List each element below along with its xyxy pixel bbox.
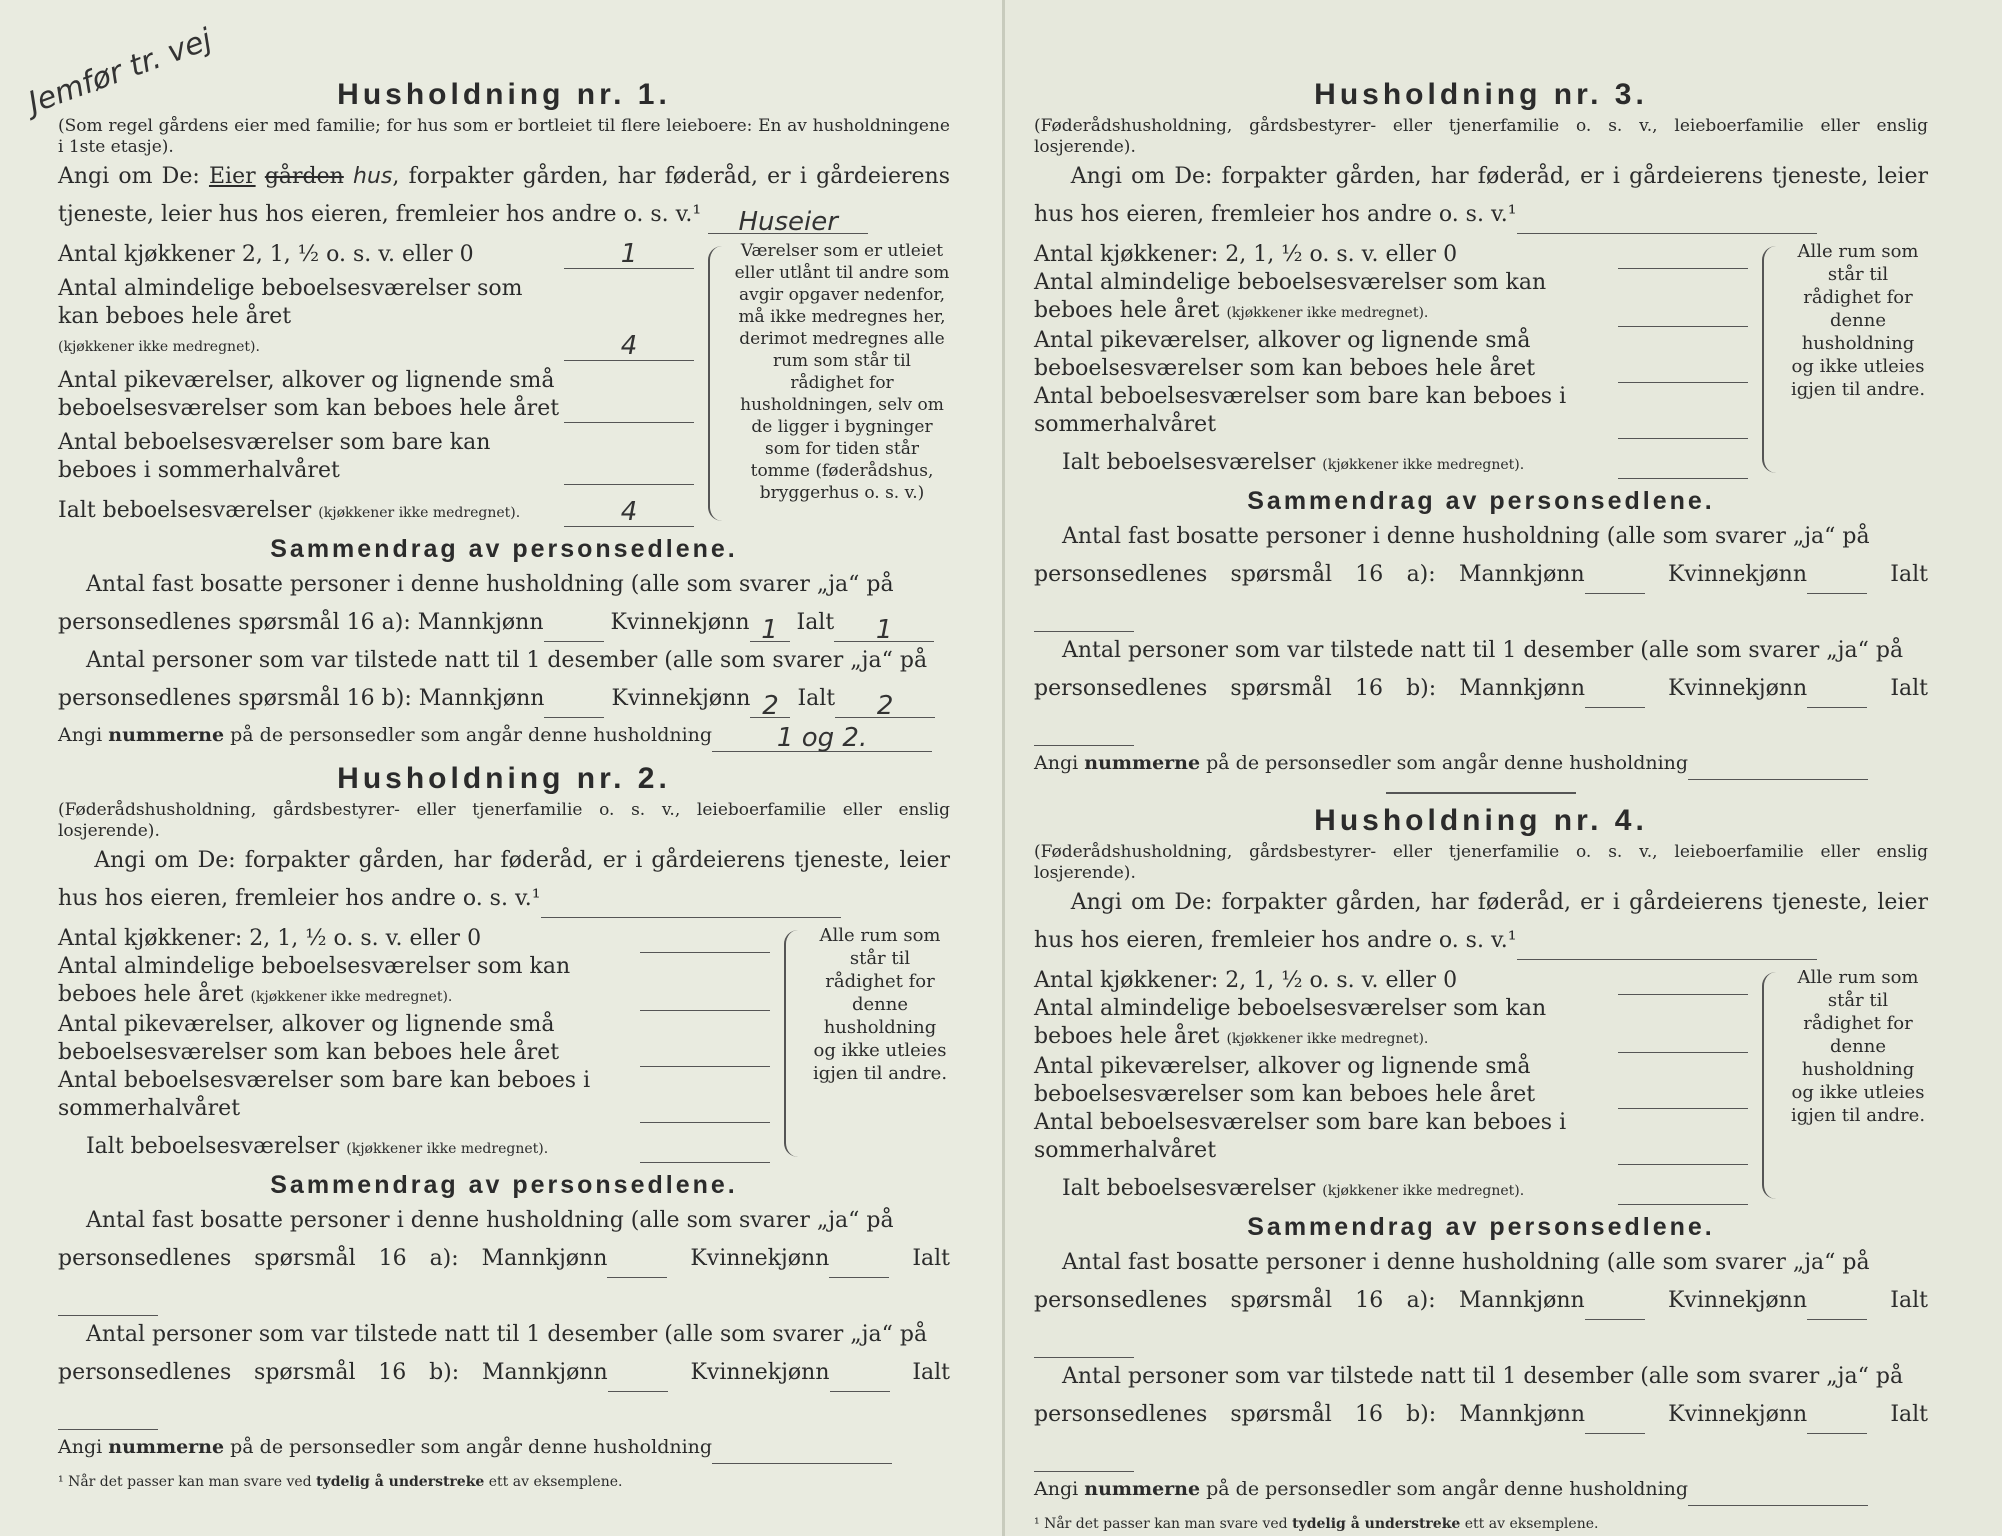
page-fold — [1002, 0, 1005, 1536]
household-1 — [58, 78, 950, 752]
household-1-sidenote: Værelser som er utleiet eller utlånt til andre som avgir opgaver nedenfor, må ikke medregnes her, derimot medregnes alle rum som står til rådighet for husholdningen, selv om de ligger i bygninger som for tiden står tomme (føderådshus, bryggerhus o. s. v.) — [734, 241, 950, 503]
angi-hus: hus — [353, 164, 393, 189]
angi-label: Angi om De: — [58, 164, 200, 189]
household-3-subtitle: (Føderådshusholdning, gårdsbestyrer- eller tjenerfamilie o. s. v., leieboerfamilie eller enslig losjerende). — [1034, 116, 1928, 157]
household-4-sidenote: Alle rum som står til rådighet for denne husholdning og ikke utleies igjen til andre. — [1790, 967, 1926, 1126]
household-2-angi: Angi om De: forpakter gården, har føderåd, er i gårdeierens tjeneste, leier hus hos eieren, fremleier hos andre o. s. v.¹ — [58, 842, 950, 918]
brace — [1762, 246, 1780, 473]
person-numbers: Angi nummerne på de personsedler som angår denne husholdning 1 og 2. — [58, 718, 950, 752]
summary-title: Sammendrag av personsedlene. — [1247, 1213, 1715, 1241]
household-1-title: Husholdning nr. 1. — [337, 78, 671, 111]
brace — [784, 930, 802, 1157]
kitchens-label: Antal kjøkkener 2, 1, ½ o. s. v. eller 0 — [58, 242, 474, 267]
household-1-rooms — [58, 240, 950, 527]
angi-rest: , forpakter gården, har føderåd, er i gårdeierens tjeneste, leier hus hos eieren, fremleier hos andre o. s. v.¹ — [58, 164, 950, 227]
footnote: ¹ Når det passer kan man svare ved tydelig å understreke ett av eksemplene. — [1034, 1516, 1599, 1532]
household-4-angi: Angi om De: forpakter gården, har føderåd, er i gårdeierens tjeneste, leier hus hos eieren, fremleier hos andre o. s. v.¹ — [1034, 884, 1928, 960]
household-3-title: Husholdning nr. 3. — [1314, 78, 1648, 111]
small-rooms-value — [564, 394, 694, 423]
angi-eier: Eier — [208, 164, 256, 189]
angi-garden: gården — [264, 164, 344, 189]
left-column — [58, 68, 950, 1490]
footnote: ¹ Når det passer kan man svare ved tydelig å understreke ett av eksemplene. — [58, 1474, 623, 1490]
household-2: Husholdning nr. 2. (Føderådshusholdning, gårdsbestyrer- eller tjenerfamilie o. s. v., leieboerfamilie eller enslig losjerende). Angi om De: forpakter gården, har føderåd, er i gårdeierens tjeneste, leier hus hos eieren, fremleier hos andre o. s. v.¹ Antal kjøkkener: 2, 1, ½ o. s. v. eller 0 Antal almindelige beboelsesværelser som kan beboes hele året (kjøkkener ikke medregnet). Antal pikeværelser, alkover og lignende små beboelsesværelser som kan beboes hele året Antal beboelsesværelser som bare kan beboes i sommerhalvåret Ialt beboelsesværelser (kjøkkener ikke medregnet). Alle rum som står til rådighet for denne husholdning og ikke utleies igjen til andre. Sammendrag av personsedlene. Antal fast bosatte personer i denne husholdning (alle som svarer „ja“ på personsedlenes spørsmål 16 a): Mannkjønn Kvinnekjønn Ialt Antal personer som var tilstede natt til 1 desember (alle som svarer „ja“ på personsedlenes spørsmål 16 b): Mannkjønn Kvinnekjønn Ialt Angi nummerne på de personsedler som angår denne husholdning ¹ Når det passer kan man svare ved tydelig å understreke ett av eksemplene. — [58, 762, 951, 1490]
household-3-rooms: Antal kjøkkener: 2, 1, ½ o. s. v. eller 0 Antal almindelige beboelsesværelser som kan beboes hele året (kjøkkener ikke medregnet). Antal pikeværelser, alkover og lignende små beboelsesværelser som kan beboes hele året Antal beboelsesværelser som bare kan beboes i sommerhalvåret Ialt beboelsesværelser (kjøkkener ikke medregnet). Alle rum som står til rådighet for denne husholdning og ikke utleies igjen til andre. — [1034, 240, 1928, 479]
household-4-rooms: Antal kjøkkener: 2, 1, ½ o. s. v. eller 0 Antal almindelige beboelsesværelser som kan beboes hele året (kjøkkener ikke medregnet). Antal pikeværelser, alkover og lignende små beboelsesværelser som kan beboes hele året Antal beboelsesværelser som bare kan beboes i sommerhalvåret Ialt beboelsesværelser (kjøkkener ikke medregnet). Alle rum som står til rådighet for denne husholdning og ikke utleies igjen til andre. — [1034, 966, 1928, 1205]
ordinary-rooms-value: 4 — [564, 332, 694, 361]
summary-title: Sammendrag av personsedlene. — [270, 535, 738, 563]
household-2-sidenote: Alle rum som står til rådighet for denne husholdning og ikke utleies igjen til andre. — [812, 925, 948, 1084]
household-3: Husholdning nr. 3. (Føderådshusholdning, gårdsbestyrer- eller tjenerfamilie o. s. v., leieboerfamilie eller enslig losjerende). Angi om De: forpakter gården, har føderåd, er i gårdeierens tjeneste, leier hus hos eieren, fremleier hos andre o. s. v.¹ Antal kjøkkener: 2, 1, ½ o. s. v. eller 0 Antal almindelige beboelsesværelser som kan beboes hele året (kjøkkener ikke medregnet). Antal pikeværelser, alkover og lignende små beboelsesværelser som kan beboes hele året Antal beboelsesværelser som bare kan beboes i sommerhalvåret Ialt beboelsesværelser (kjøkkener ikke medregnet). Alle rum som står til rådighet for denne husholdning og ikke utleies igjen til andre. Sammendrag av personsedlene. Antal fast bosatte personer i denne husholdning (alle som svarer „ja“ på personsedlenes spørsmål 16 a): Mannkjønn Kvinnekjønn Ialt Antal personer som var tilstede natt til 1 desember (alle som svarer „ja“ på personsedlenes spørsmål 16 b): Mannkjønn Kvinnekjønn Ialt Angi nummerne på de personsedler som angår denne husholdning — [1034, 78, 1928, 794]
ordinary-rooms-label: Antal almindelige beboelsesværelser som kan beboes hele året (kjøkkener ikke medregnet). — [58, 276, 523, 355]
kitchens-value: 1 — [564, 240, 694, 269]
household-2-subtitle: (Føderådshusholdning, gårdsbestyrer- eller tjenerfamilie o. s. v., leieboerfamilie eller enslig losjerende). — [58, 800, 950, 841]
angi-answer: Huseier — [708, 203, 868, 234]
household-4: Husholdning nr. 4. (Føderådshusholdning, gårdsbestyrer- eller tjenerfamilie o. s. v., leieboerfamilie eller enslig losjerende). Angi om De: forpakter gården, har føderåd, er i gårdeierens tjeneste, leier hus hos eieren, fremleier hos andre o. s. v.¹ Antal kjøkkener: 2, 1, ½ o. s. v. eller 0 Antal almindelige beboelsesværelser som kan beboes hele året (kjøkkener ikke medregnet). Antal pikeværelser, alkover og lignende små beboelsesværelser som kan beboes hele året Antal beboelsesværelser som bare kan beboes i sommerhalvåret Ialt beboelsesværelser (kjøkkener ikke medregnet). Alle rum som står til rådighet for denne husholdning og ikke utleies igjen til andre. Sammendrag av personsedlene. Antal fast bosatte personer i denne husholdning (alle som svarer „ja“ på personsedlenes spørsmål 16 a): Mannkjønn Kvinnekjønn Ialt Antal personer som var tilstede natt til 1 desember (alle som svarer „ja“ på personsedlenes spørsmål 16 b): Mannkjønn Kvinnekjønn Ialt Angi nummerne på de personsedler som angår denne husholdning ¹ Når det passer kan man svare ved tydelig å understreke ett av eksemplene. — [1034, 804, 1929, 1532]
summary-title: Sammendrag av personsedlene. — [1247, 487, 1715, 515]
summer-rooms-value — [564, 456, 694, 485]
q16a: Antal fast bosatte personer i denne husholdning (alle som svarer „ja“ på personsedlenes spørsmål 16 a): Mannkjønn Kvinnekjønn 1 Ialt 1 — [58, 566, 950, 642]
household-2-title: Husholdning nr. 2. — [337, 762, 671, 795]
household-3-sidenote: Alle rum som står til rådighet for denne husholdning og ikke utleies igjen til andre. — [1790, 241, 1926, 400]
household-2-rooms: Antal kjøkkener: 2, 1, ½ o. s. v. eller 0 Antal almindelige beboelsesværelser som kan beboes hele året (kjøkkener ikke medregnet). Antal pikeværelser, alkover og lignende små beboelsesværelser som kan beboes hele året Antal beboelsesværelser som bare kan beboes i sommerhalvåret Ialt beboelsesværelser (kjøkkener ikke medregnet). Alle rum som står til rådighet for denne husholdning og ikke utleies igjen til andre. — [58, 924, 950, 1163]
summer-rooms-label: Antal beboelsesværelser som bare kan beboes i sommerhalvåret — [58, 430, 491, 483]
separator — [1386, 792, 1576, 794]
household-1-subtitle: (Som regel gårdens eier med familie; for hus som er bortleiet til flere leieboere: En av husholdningene i 1ste etasje). — [58, 116, 950, 157]
right-column — [1034, 68, 1928, 1532]
household-3-angi: Angi om De: forpakter gården, har føderåd, er i gårdeierens tjeneste, leier hus hos eieren, fremleier hos andre o. s. v.¹ — [1034, 158, 1928, 234]
total-rooms-label: Ialt beboelsesværelser (kjøkkener ikke medregnet). — [58, 498, 521, 523]
household-1-angi — [58, 158, 950, 237]
household-4-title: Husholdning nr. 4. — [1314, 804, 1648, 837]
brace — [1762, 972, 1780, 1199]
household-4-subtitle: (Føderådshusholdning, gårdsbestyrer- eller tjenerfamilie o. s. v., leieboerfamilie eller enslig losjerende). — [1034, 842, 1928, 883]
q16b: Antal personer som var tilstede natt til 1 desember (alle som svarer „ja“ på personsedlenes spørsmål 16 b): Mannkjønn Kvinnekjønn 2 Ialt 2 — [58, 642, 950, 718]
brace — [708, 246, 726, 521]
small-rooms-label: Antal pikeværelser, alkover og lignende små beboelsesværelser som kan beboes hele året — [58, 368, 560, 421]
summary-title: Sammendrag av personsedlene. — [270, 1171, 738, 1199]
corner-handwriting: Jemfør tr. vej — [23, 22, 217, 121]
total-rooms-value: 4 — [564, 498, 694, 527]
